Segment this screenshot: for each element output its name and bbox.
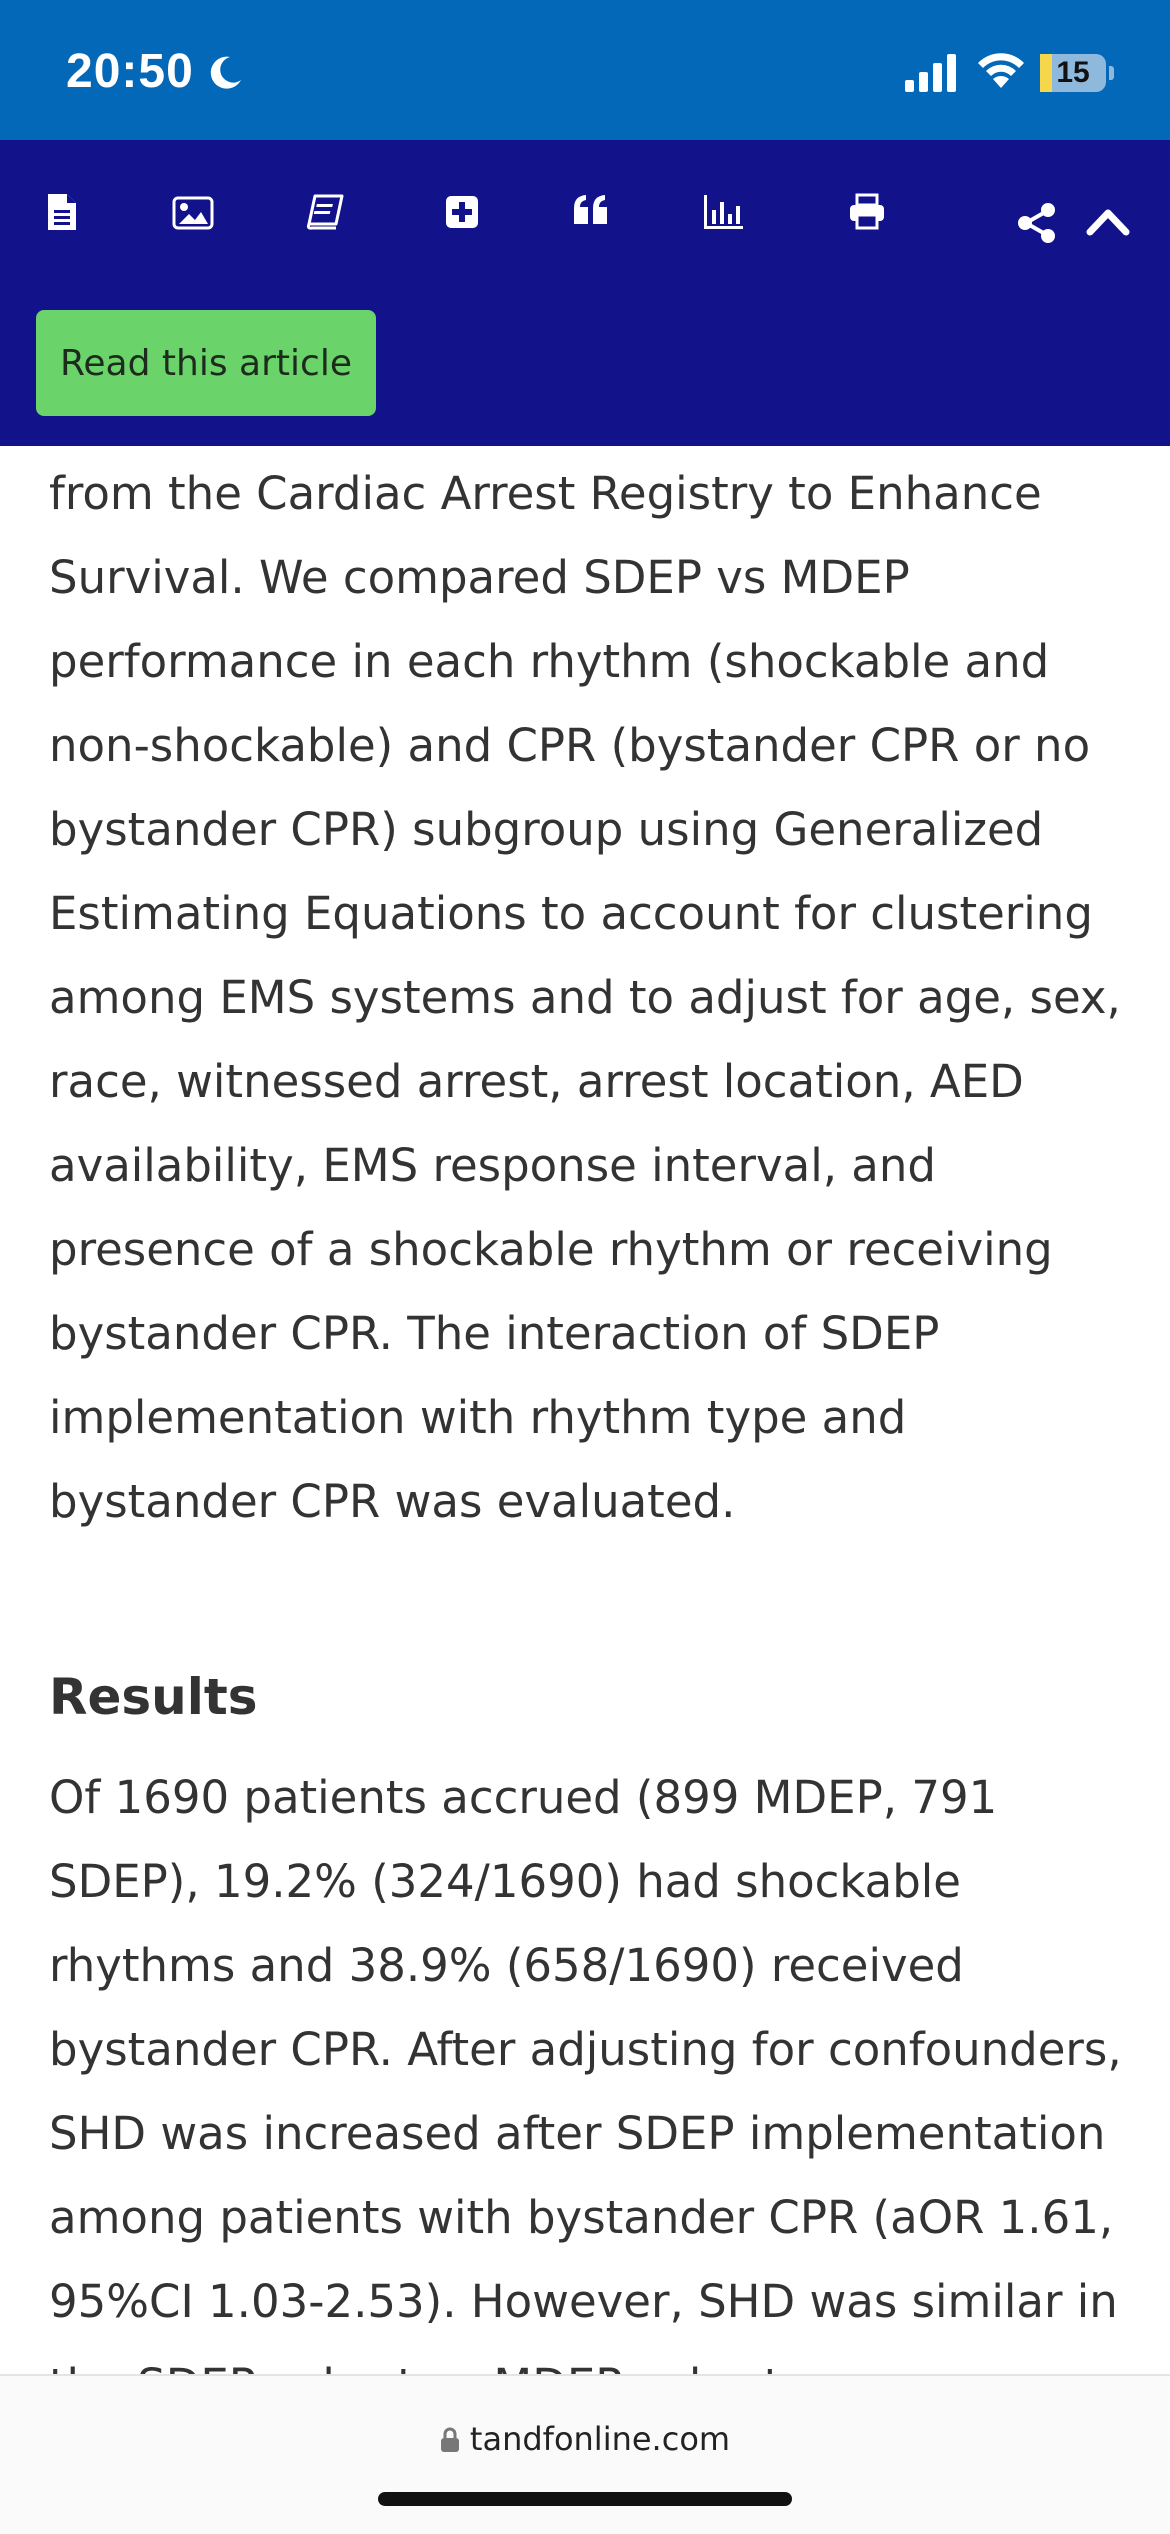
wifi-icon [975, 50, 1027, 90]
signal-icon [903, 52, 959, 92]
battery-icon [1040, 54, 1106, 92]
citation-quote-icon[interactable] [572, 194, 610, 226]
url-display[interactable] [0, 2420, 1170, 2458]
metrics-icon[interactable] [702, 194, 744, 230]
home-indicator[interactable] [378, 2492, 792, 2506]
collapse-chevron-icon[interactable] [1086, 206, 1130, 236]
lock-icon [440, 2427, 460, 2453]
results-paragraph: Of 1690 patients accrued (899 MDEP, 791 SDEP), 19.2% (324/1690) had shockable rhythms and 38.9% (658/1690) received bystander CPR. After adjusting for confounders, SHD was increased after SDEP implementation among patients with bystander CPR (aOR 1.61, 95%CI 1.03-2.53). However, SHD was similar in [49, 1771, 1122, 2328]
methods-paragraph: from the Cardiac Arrest Registry to Enhance Survival. We compared SDEP vs MDEP performance in each rhythm (shockable and non-shockable) and CPR (bystander CPR or no bystander CPR) subgroup using Generalized Estimating Equations to account for clustering among EMS systems and to adjust for age, sex, race, witnessed arrest, arrest location, AED availability, EMS response interval, and presence of a shockable rhythm or receiving bystander CPR. The interaction of SDEP implementation with rhythm type and bystander CPR was evaluated. [49, 467, 1121, 1528]
figures-icon[interactable] [172, 196, 214, 230]
article-body [49, 446, 1139, 2376]
moon-icon [206, 54, 244, 92]
read-article-button[interactable]: Read this article [36, 310, 376, 416]
full-text-icon[interactable] [46, 192, 78, 232]
results-heading: Results [49, 1668, 258, 1726]
url-text: tandfonline.com [469, 2420, 731, 2458]
battery-cap [1109, 66, 1114, 80]
status-time: 20:50 [66, 45, 194, 98]
battery-level: 15 [1056, 56, 1090, 89]
status-bar [0, 0, 1170, 140]
add-icon[interactable] [444, 194, 480, 230]
share-icon[interactable] [1016, 202, 1058, 244]
print-icon[interactable] [848, 194, 886, 230]
references-icon[interactable] [306, 194, 344, 230]
browser-url-bar[interactable] [0, 2374, 1170, 2534]
